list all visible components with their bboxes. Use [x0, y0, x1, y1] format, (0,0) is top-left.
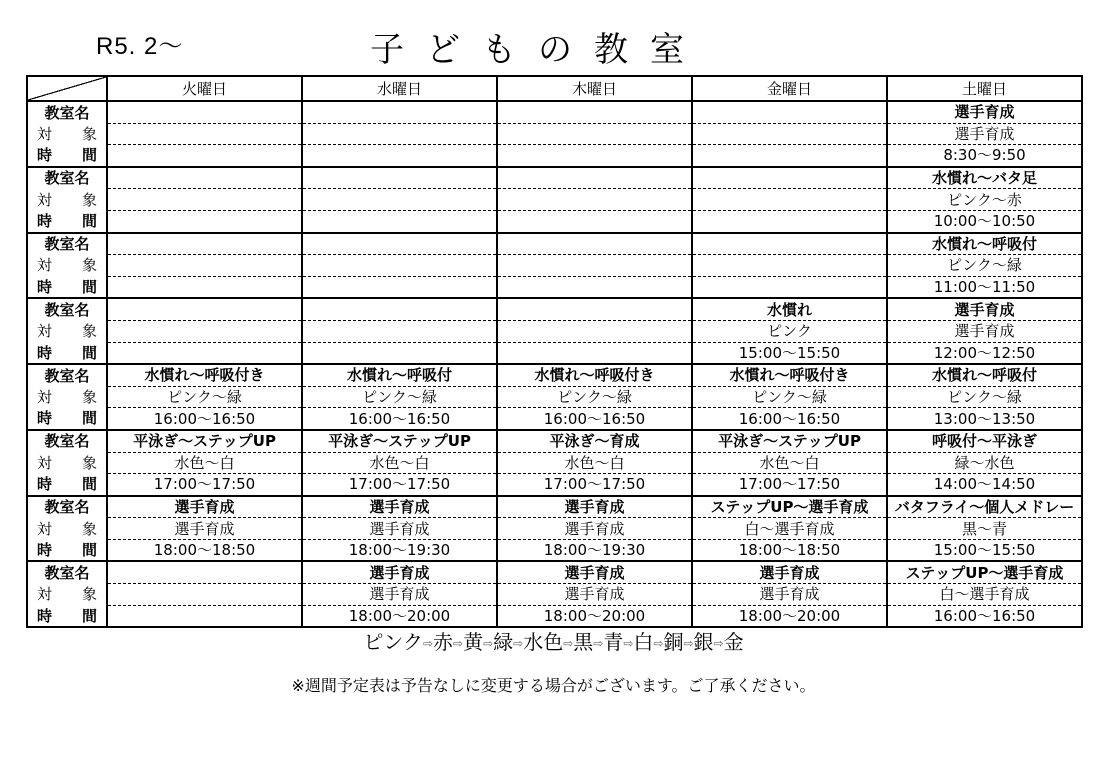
time-row: [27, 342, 1082, 364]
time-cell: [497, 210, 692, 232]
class-name-cell: 選手育成: [497, 561, 692, 583]
class-name-cell: 選手育成: [692, 561, 887, 583]
target-cell: [107, 320, 302, 342]
class-name-cell: [107, 233, 302, 255]
class-name-cell: [302, 167, 497, 189]
class-name-cell: [107, 561, 302, 583]
time-row: [27, 408, 1082, 430]
target-cell: 選手育成: [887, 123, 1082, 145]
time-cell: [302, 210, 497, 232]
time-row: [27, 210, 1082, 232]
color-level: 金: [723, 630, 744, 654]
target-row: [27, 255, 1082, 277]
time-cell: [107, 276, 302, 298]
time-cell: 15:00～15:50: [887, 539, 1082, 561]
target-cell: ピンク～緑: [887, 386, 1082, 408]
class-name-cell: [497, 233, 692, 255]
target-cell: 緑～水色: [887, 452, 1082, 474]
class-name-cell: [692, 167, 887, 189]
arrow-right-icon: ⇨: [593, 636, 604, 651]
time-cell: 8:30～9:50: [887, 145, 1082, 167]
color-level-legend: [0, 626, 1107, 655]
schedule-notice: ※週間予定表は予告なしに変更する場合がございます。ご了承ください。: [291, 676, 816, 695]
target-cell: 選手育成: [107, 518, 302, 540]
schedule-body: [27, 101, 1082, 627]
class-name-cell: 水慣れ～バタ足: [887, 167, 1082, 189]
target-cell: 選手育成: [692, 584, 887, 606]
arrow-right-icon: ⇨: [513, 636, 524, 651]
target-cell: [692, 189, 887, 211]
color-level: ピンク: [363, 630, 423, 654]
time-cell: 16:00～16:50: [497, 408, 692, 430]
time-cell: [302, 342, 497, 364]
arrow-right-icon: ⇨: [683, 636, 694, 651]
row-label: 時 間: [27, 539, 107, 561]
target-row: [27, 584, 1082, 606]
class-name-cell: 平泳ぎ～育成: [497, 430, 692, 452]
color-level: 青: [603, 630, 624, 654]
target-cell: [302, 255, 497, 277]
row-label: 教室名: [27, 561, 107, 583]
row-label: 教室名: [27, 430, 107, 452]
class-name-row: [27, 101, 1082, 123]
time-cell: 17:00～17:50: [107, 474, 302, 496]
time-cell: 16:00～16:50: [692, 408, 887, 430]
target-cell: [692, 255, 887, 277]
arrow-right-icon: ⇨: [653, 636, 664, 651]
time-cell: 10:00～10:50: [887, 210, 1082, 232]
target-cell: [692, 123, 887, 145]
arrow-right-icon: ⇨: [483, 636, 494, 651]
row-label: 対 象: [27, 452, 107, 474]
time-cell: [497, 276, 692, 298]
time-cell: [107, 342, 302, 364]
row-label: 対 象: [27, 518, 107, 540]
day-header: 木曜日: [497, 76, 692, 101]
color-level: 銅: [663, 630, 684, 654]
time-cell: [692, 145, 887, 167]
time-cell: 17:00～17:50: [692, 474, 887, 496]
class-name-cell: バタフライ～個人メドレー: [887, 496, 1082, 518]
page-date: R5. 2～: [96, 33, 184, 60]
class-name-cell: 水慣れ～呼吸付き: [107, 364, 302, 386]
class-name-cell: 水慣れ～呼吸付き: [692, 364, 887, 386]
color-level: 黄: [463, 630, 484, 654]
color-level: 銀: [693, 630, 714, 654]
class-name-cell: 水慣れ: [692, 298, 887, 320]
time-cell: 16:00～16:50: [302, 408, 497, 430]
row-label: 対 象: [27, 255, 107, 277]
page-title: 子どもの教室: [370, 30, 706, 70]
arrow-right-icon: ⇨: [422, 636, 434, 651]
target-cell: [107, 123, 302, 145]
target-cell: 水色～白: [692, 452, 887, 474]
time-cell: [302, 145, 497, 167]
target-cell: [107, 255, 302, 277]
time-cell: 13:00～13:50: [887, 408, 1082, 430]
row-label: 教室名: [27, 496, 107, 518]
row-label: 教室名: [27, 298, 107, 320]
target-cell: 選手育成: [302, 584, 497, 606]
time-cell: [692, 210, 887, 232]
target-cell: [497, 320, 692, 342]
time-cell: 16:00～16:50: [887, 605, 1082, 627]
row-label: 対 象: [27, 189, 107, 211]
row-label: 教室名: [27, 101, 107, 123]
time-cell: [497, 145, 692, 167]
class-name-cell: 水慣れ～呼吸付: [887, 364, 1082, 386]
class-name-cell: 選手育成: [107, 496, 302, 518]
target-cell: 選手育成: [497, 584, 692, 606]
time-cell: [107, 210, 302, 232]
time-cell: 18:00～18:50: [107, 539, 302, 561]
time-cell: [497, 342, 692, 364]
color-level: 緑: [493, 630, 514, 654]
time-cell: 11:00～11:50: [887, 276, 1082, 298]
time-cell: 12:00～12:50: [887, 342, 1082, 364]
class-name-cell: 選手育成: [887, 298, 1082, 320]
class-name-cell: ステップUP～選手育成: [887, 561, 1082, 583]
row-label: 時 間: [27, 210, 107, 232]
target-cell: [107, 584, 302, 606]
time-cell: 17:00～17:50: [497, 474, 692, 496]
class-name-cell: 水慣れ～呼吸付き: [497, 364, 692, 386]
row-label: 対 象: [27, 386, 107, 408]
time-cell: 17:00～17:50: [302, 474, 497, 496]
class-name-cell: 平泳ぎ～ステップUP: [107, 430, 302, 452]
target-cell: 水色～白: [497, 452, 692, 474]
row-label: 対 象: [27, 123, 107, 145]
target-cell: [497, 255, 692, 277]
day-header: 火曜日: [107, 76, 302, 101]
row-label: 教室名: [27, 167, 107, 189]
row-label: 時 間: [27, 474, 107, 496]
target-cell: 選手育成: [887, 320, 1082, 342]
time-row: [27, 605, 1082, 627]
time-cell: 16:00～16:50: [107, 408, 302, 430]
class-name-row: [27, 364, 1082, 386]
class-name-cell: 呼吸付～平泳ぎ: [887, 430, 1082, 452]
class-name-cell: [302, 233, 497, 255]
class-name-cell: [107, 298, 302, 320]
target-row: [27, 452, 1082, 474]
target-row: [27, 320, 1082, 342]
target-cell: 白～選手育成: [887, 584, 1082, 606]
time-cell: 18:00～20:00: [302, 605, 497, 627]
class-name-cell: ステップUP～選手育成: [692, 496, 887, 518]
time-cell: 14:00～14:50: [887, 474, 1082, 496]
time-cell: 18:00～20:00: [497, 605, 692, 627]
target-cell: [302, 320, 497, 342]
day-header-row: [27, 76, 1082, 101]
target-cell: 水色～白: [107, 452, 302, 474]
class-name-row: [27, 561, 1082, 583]
class-name-cell: [107, 101, 302, 123]
row-label: 時 間: [27, 342, 107, 364]
target-cell: 水色～白: [302, 452, 497, 474]
class-name-cell: [107, 167, 302, 189]
row-label: 時 間: [27, 276, 107, 298]
color-level: 黒: [573, 630, 594, 654]
class-name-cell: [497, 298, 692, 320]
target-cell: ピンク: [692, 320, 887, 342]
target-cell: ピンク～赤: [887, 189, 1082, 211]
target-row: [27, 386, 1082, 408]
target-cell: 白～選手育成: [692, 518, 887, 540]
time-row: [27, 145, 1082, 167]
time-cell: 18:00～19:30: [302, 539, 497, 561]
class-name-cell: 選手育成: [497, 496, 692, 518]
class-name-cell: 選手育成: [302, 561, 497, 583]
arrow-right-icon: ⇨: [713, 636, 724, 651]
target-cell: [302, 189, 497, 211]
target-cell: [107, 189, 302, 211]
class-name-cell: 水慣れ～呼吸付: [302, 364, 497, 386]
target-cell: 黒～青: [887, 518, 1082, 540]
target-cell: 選手育成: [302, 518, 497, 540]
time-row: [27, 276, 1082, 298]
color-level: 赤: [433, 630, 454, 654]
row-label: 対 象: [27, 320, 107, 342]
target-cell: [497, 189, 692, 211]
class-name-cell: [302, 298, 497, 320]
time-cell: 18:00～19:30: [497, 539, 692, 561]
time-cell: 15:00～15:50: [692, 342, 887, 364]
target-cell: ピンク～緑: [107, 386, 302, 408]
target-cell: [497, 123, 692, 145]
row-label: 時 間: [27, 145, 107, 167]
color-level: 水色: [523, 630, 564, 654]
class-name-cell: 選手育成: [887, 101, 1082, 123]
time-cell: 18:00～18:50: [692, 539, 887, 561]
class-name-row: [27, 233, 1082, 255]
arrow-right-icon: ⇨: [623, 636, 634, 651]
corner-cell: [27, 76, 107, 101]
arrow-right-icon: ⇨: [563, 636, 574, 651]
class-name-cell: 平泳ぎ～ステップUP: [692, 430, 887, 452]
target-row: [27, 189, 1082, 211]
class-name-cell: [497, 167, 692, 189]
class-name-cell: [692, 101, 887, 123]
row-label: 対 象: [27, 584, 107, 606]
target-cell: [302, 123, 497, 145]
target-row: [27, 123, 1082, 145]
day-header: 土曜日: [887, 76, 1082, 101]
row-label: 時 間: [27, 605, 107, 627]
class-name-row: [27, 298, 1082, 320]
time-row: [27, 539, 1082, 561]
target-cell: ピンク～緑: [497, 386, 692, 408]
class-name-cell: 選手育成: [302, 496, 497, 518]
target-cell: 選手育成: [497, 518, 692, 540]
target-cell: ピンク～緑: [887, 255, 1082, 277]
day-header: 金曜日: [692, 76, 887, 101]
class-name-cell: [302, 101, 497, 123]
time-cell: [692, 276, 887, 298]
time-cell: 18:00～20:00: [692, 605, 887, 627]
time-row: [27, 474, 1082, 496]
time-cell: [107, 145, 302, 167]
class-name-cell: [497, 101, 692, 123]
class-name-row: [27, 430, 1082, 452]
schedule-table: [26, 75, 1083, 628]
class-name-cell: 平泳ぎ～ステップUP: [302, 430, 497, 452]
row-label: 教室名: [27, 364, 107, 386]
class-name-row: [27, 167, 1082, 189]
arrow-right-icon: ⇨: [453, 636, 464, 651]
day-header: 水曜日: [302, 76, 497, 101]
target-cell: ピンク～緑: [692, 386, 887, 408]
class-name-cell: 水慣れ～呼吸付: [887, 233, 1082, 255]
color-level: 白: [633, 630, 654, 654]
time-cell: [107, 605, 302, 627]
row-label: 時 間: [27, 408, 107, 430]
class-name-row: [27, 496, 1082, 518]
class-name-cell: [692, 233, 887, 255]
row-label: 教室名: [27, 233, 107, 255]
time-cell: [302, 276, 497, 298]
target-row: [27, 518, 1082, 540]
target-cell: ピンク～緑: [302, 386, 497, 408]
